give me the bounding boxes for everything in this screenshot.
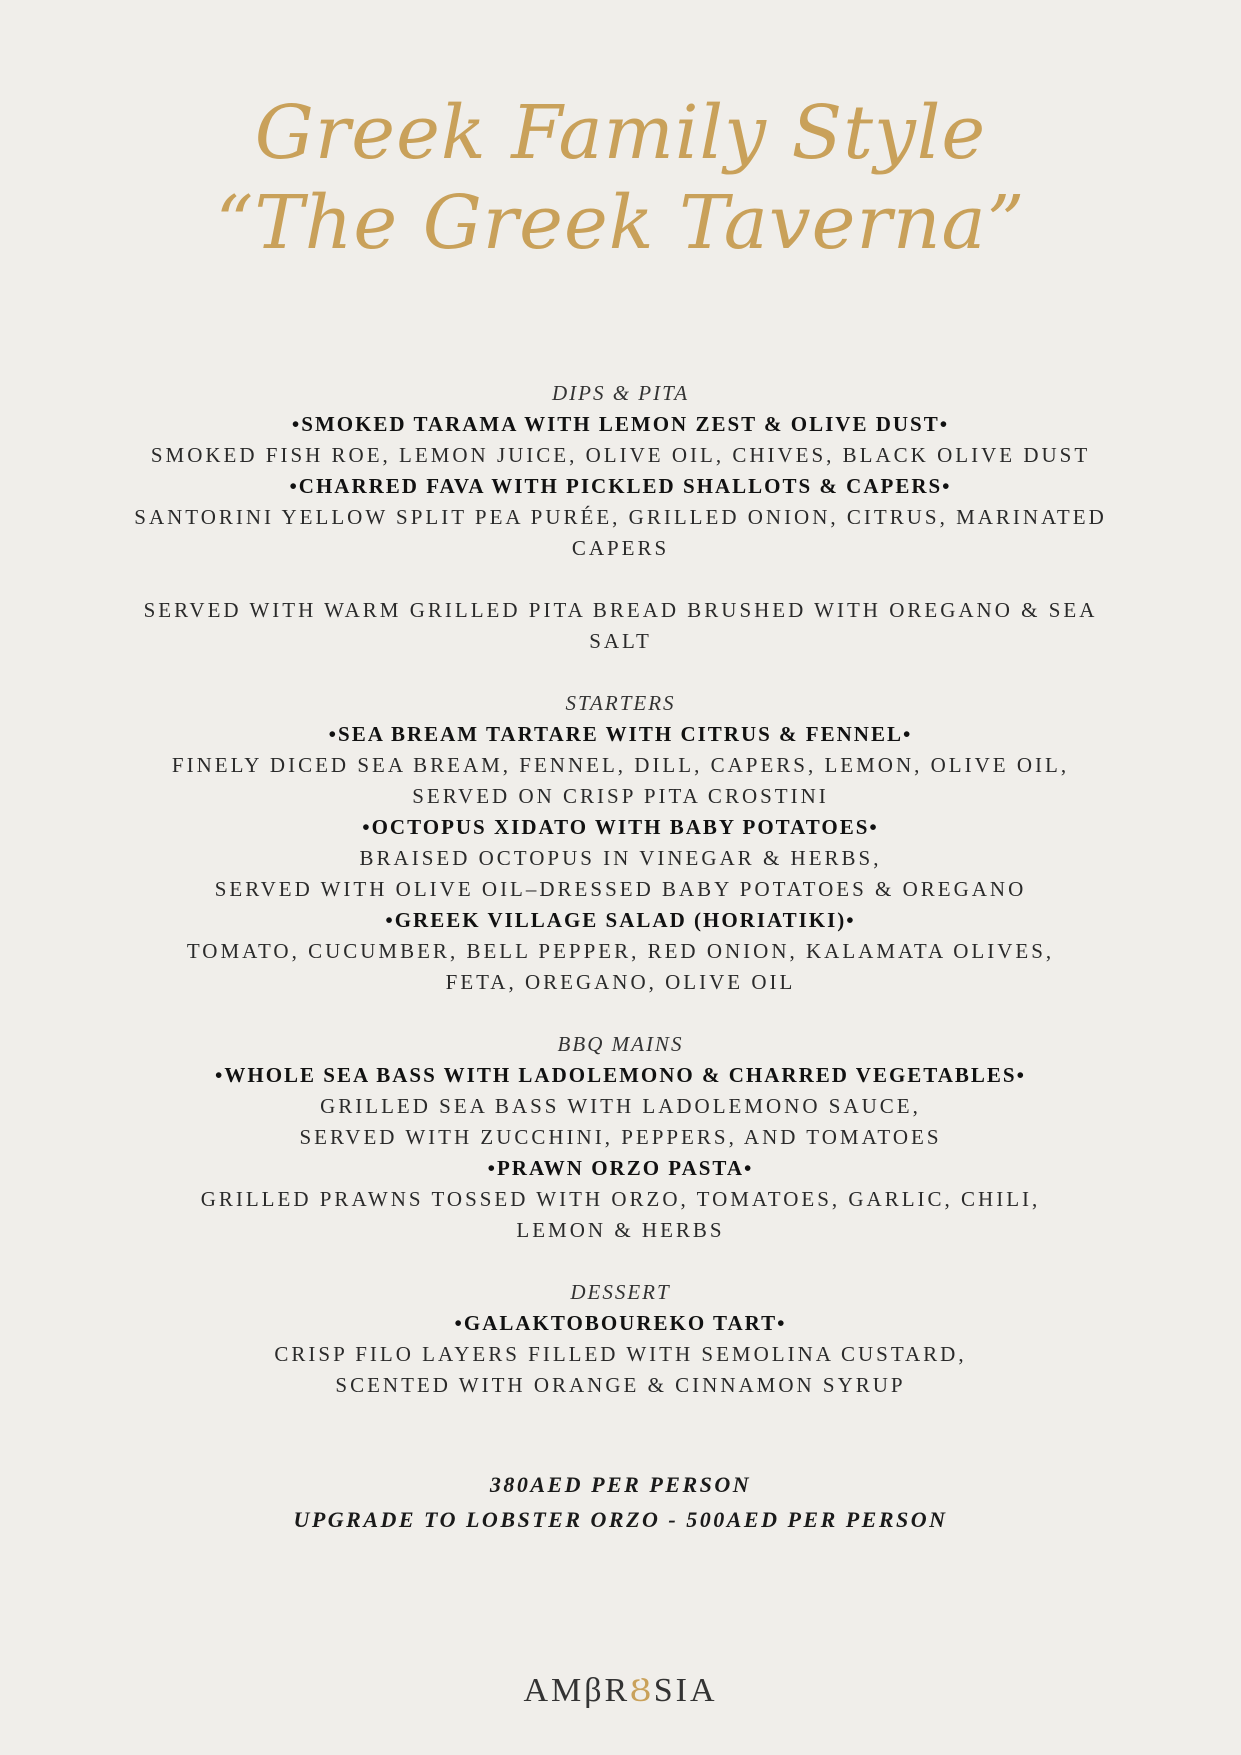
dish-name: •SMOKED TARAMA WITH LEMON ZEST & OLIVE DUST•: [291, 412, 950, 436]
dish-name: •OCTOPUS XIDATO WITH BABY POTATOES•: [362, 815, 879, 839]
dish-description: BRAISED OCTOPUS IN VINEGAR & HERBS,: [359, 846, 882, 870]
logo-accent-icon: Ȣ: [630, 1672, 654, 1709]
dish-description: GRILLED PRAWNS TOSSED WITH ORZO, TOMATOES, GARLIC, CHILI,: [200, 1187, 1041, 1211]
price-per-person: 380AED PER PERSON: [489, 1472, 752, 1497]
dish-description: CAPERS: [571, 536, 670, 560]
upgrade-price: UPGRADE TO LOBSTER ORZO - 500AED PER PERSON: [293, 1507, 948, 1532]
spacer: [120, 1246, 1121, 1277]
section-dips-pita: [120, 378, 1121, 657]
title-line-1: Greek Family Style: [254, 90, 987, 176]
logo-text-end: SIA: [653, 1672, 718, 1709]
menu-title: [0, 88, 1241, 268]
section-note: SALT: [589, 629, 652, 653]
section-dessert: [120, 1277, 1121, 1401]
dish-name: •WHOLE SEA BASS WITH LADOLEMONO & CHARRED VEGETABLES•: [215, 1063, 1026, 1087]
dish-description: FETA, OREGANO, OLIVE OIL: [445, 970, 796, 994]
dish-description: LEMON & HERBS: [516, 1218, 725, 1242]
dish-name: •SEA BREAM TARTARE WITH CITRUS & FENNEL•: [328, 722, 913, 746]
dish-description: CRISP FILO LAYERS FILLED WITH SEMOLINA CUSTARD,: [274, 1342, 967, 1366]
dish-description: TOMATO, CUCUMBER, BELL PEPPER, RED ONION, KALAMATA OLIVES,: [186, 939, 1055, 963]
section-note: SERVED WITH WARM GRILLED PITA BREAD BRUSHED WITH OREGANO & SEA: [143, 598, 1098, 622]
section-starters: [120, 688, 1121, 998]
dish-description: SCENTED WITH ORANGE & CINNAMON SYRUP: [335, 1373, 906, 1397]
section-bbq-mains: [120, 1029, 1121, 1246]
dish-description: FINELY DICED SEA BREAM, FENNEL, DILL, CAPERS, LEMON, OLIVE OIL,: [171, 753, 1070, 777]
dish-description: SANTORINI YELLOW SPLIT PEA PURÉE, GRILLED ONION, CITRUS, MARINATED: [134, 505, 1107, 529]
dish-description: SMOKED FISH ROE, LEMON JUICE, OLIVE OIL, CHIVES, BLACK OLIVE DUST: [150, 443, 1091, 467]
dish-name: •GALAKTOBOUREKO TART•: [454, 1311, 787, 1335]
dish-description: SERVED ON CRISP PITA CROSTINI: [412, 784, 829, 808]
dish-description: SERVED WITH ZUCCHINI, PEPPERS, AND TOMATOES: [299, 1125, 942, 1149]
dish-description: SERVED WITH OLIVE OIL–DRESSED BABY POTATOES & OREGANO: [214, 877, 1027, 901]
spacer: [120, 564, 1121, 595]
logo-text-start: AMβR: [523, 1672, 631, 1709]
spacer: [120, 998, 1121, 1029]
dish-description: GRILLED SEA BASS WITH LADOLEMONO SAUCE,: [320, 1094, 921, 1118]
menu-body: [120, 378, 1121, 1401]
spacer: [120, 657, 1121, 688]
dish-name: •CHARRED FAVA WITH PICKLED SHALLOTS & CAPERS•: [289, 474, 952, 498]
section-heading: DIPS & PITA: [551, 381, 690, 405]
dish-name: •PRAWN ORZO PASTA•: [487, 1156, 754, 1180]
section-heading: STARTERS: [565, 691, 676, 715]
ambrosia-logo: [0, 1672, 1241, 1710]
title-line-2: “The Greek Taverna”: [215, 180, 1026, 266]
pricing-block: [0, 1467, 1241, 1537]
section-heading: BBQ MAINS: [557, 1032, 684, 1056]
dish-name: •GREEK VILLAGE SALAD (HORIATIKI)•: [385, 908, 856, 932]
section-heading: DESSERT: [570, 1280, 671, 1304]
